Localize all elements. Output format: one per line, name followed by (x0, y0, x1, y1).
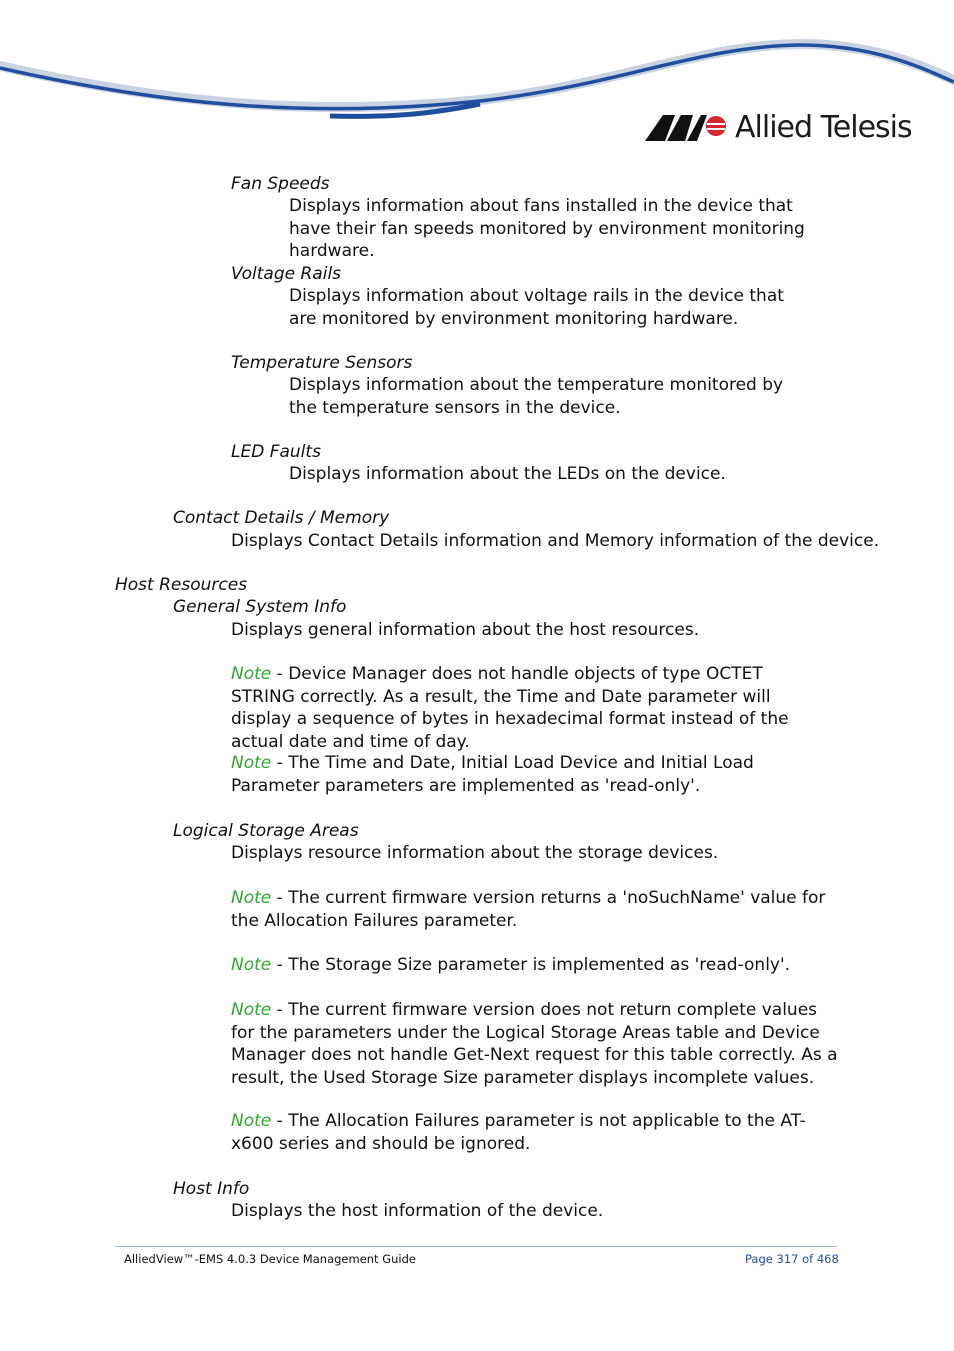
section-text-contact-memory: Displays Contact Details information and Memory information of the device. (231, 531, 880, 551)
section-heading-contact-memory: Contact Details / Memory (173, 508, 390, 528)
section-heading-general-system-info: General System Info (173, 597, 347, 617)
section-heading-temperature-sensors: Temperature Sensors (231, 353, 413, 373)
note-label: Note (231, 1111, 272, 1131)
note-label: Note (231, 955, 272, 975)
note-paragraph (231, 887, 831, 932)
note-label: Note (231, 1000, 272, 1020)
note-paragraph (231, 752, 831, 797)
note-text: - Device Manager does not handle objects of type OCTET STRING correctly. As a result, the Time and Date parameter will display a sequence of bytes in hexadecimal format instead of the actual date and time of day. (231, 664, 789, 752)
brand-logo (645, 108, 912, 148)
brand-name: Allied Telesis (735, 110, 912, 145)
note-text: - The Storage Size parameter is implemented as 'read-only'. (271, 955, 791, 975)
section-heading-led-faults: LED Faults (231, 442, 321, 462)
section-text-host-info: Displays the host information of the device. (231, 1201, 604, 1221)
note-text: - The current firmware version returns a 'noSuchName' value for the Allocation Failures parameter. (231, 888, 826, 931)
footer-page-number: Page 317 of 468 (745, 1252, 839, 1266)
note-label: Note (231, 888, 272, 908)
note-paragraph (231, 954, 831, 977)
footer-divider (115, 1246, 837, 1247)
allied-telesis-mark-icon (645, 115, 727, 141)
note-text: - The current firmware version does not return complete values for the parameters under the Logical Storage Areas table and Device Manager does not handle Get-Next request for this table correctly. As a result, the Used Storage Size parameter displays incomplete values. (231, 1000, 838, 1088)
section-heading-voltage-rails: Voltage Rails (231, 264, 342, 284)
section-text-temperature-sensors: Displays information about the temperature monitored by the temperature sensors in the device. (289, 375, 784, 418)
note-text: - The Allocation Failures parameter is not applicable to the AT-x600 series and should be ignored. (231, 1111, 806, 1154)
note-paragraph (231, 663, 831, 753)
section-heading-fan-speeds: Fan Speeds (231, 174, 330, 194)
section-text-general-system-info: Displays general information about the host resources. (231, 620, 700, 640)
section-heading-logical-storage-areas: Logical Storage Areas (173, 821, 359, 841)
section-text-voltage-rails: Displays information about voltage rails in the device that are monitored by environment monitoring hardware. (289, 286, 784, 329)
section-heading-host-info: Host Info (173, 1179, 250, 1199)
section-text-fan-speeds: Displays information about fans installed in the device that have their fan speeds monitored by environment monitoring hardware. (289, 196, 805, 261)
note-label: Note (231, 753, 272, 773)
footer-guide-title: AlliedView™-EMS 4.0.3 Device Management Guide (124, 1252, 416, 1266)
section-text-led-faults: Displays information about the LEDs on the device. (289, 464, 726, 484)
note-text: - The Time and Date, Initial Load Device and Initial Load Parameter parameters are implemented as 'read-only'. (231, 753, 754, 796)
section-text-logical-storage-areas: Displays resource information about the storage devices. (231, 843, 719, 863)
note-paragraph (231, 1110, 831, 1155)
section-heading-host-resources: Host Resources (115, 575, 248, 595)
note-paragraph (231, 999, 843, 1089)
note-label: Note (231, 664, 272, 684)
